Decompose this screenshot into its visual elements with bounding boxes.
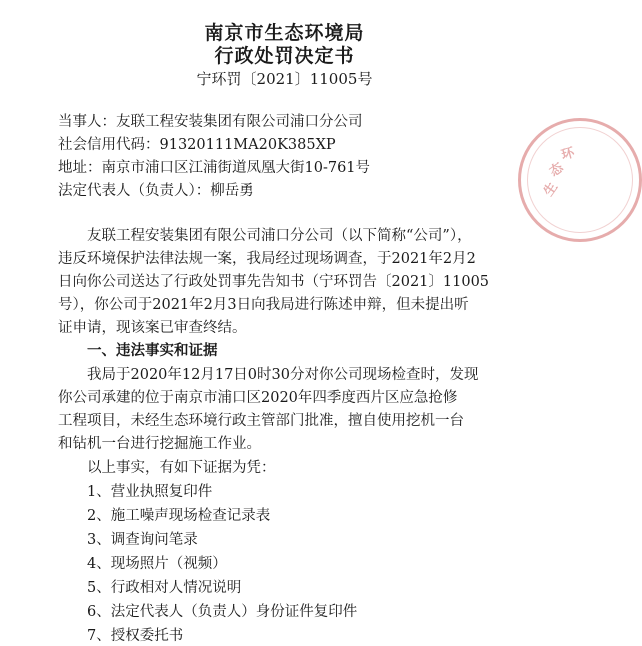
intro-line: 号），你公司于2021年2月3日向我局进行陈述申辩，但未提出听 <box>58 297 469 313</box>
intro-line: 友联工程安装集团有限公司浦口分公司（以下简称“公司”）， <box>87 228 472 244</box>
fact-line: 工程项目，未经生态环境行政主管部门批准，擅自使用挖机一台 <box>58 413 464 429</box>
evidence-item: 2、施工噪声现场检查记录表 <box>87 508 271 524</box>
evidence-item: 5、行政相对人情况说明 <box>87 580 242 596</box>
evidence-item: 1、营业执照复印件 <box>87 484 213 500</box>
address-line: 地址：南京市浦口区江浦街道凤凰大街10-761号 <box>58 160 371 176</box>
fact-line: 和钻机一台进行挖掘施工作业。 <box>58 436 261 452</box>
fact-line: 我局于2020年12月17日0时30分对你公司现场检查时，发现 <box>87 367 479 383</box>
credit-code-line: 社会信用代码：91320111MA20K385XP <box>58 137 336 153</box>
doc-type-title: 行政处罚决定书 <box>214 45 355 67</box>
party-name-line: 当事人：友联工程安装集团有限公司浦口分公司 <box>58 114 363 130</box>
official-seal <box>518 118 642 242</box>
seal-char: 生 <box>541 180 562 200</box>
doc-number: 宁环罚〔2021〕11005号 <box>196 70 373 88</box>
org-title: 南京市生态环境局 <box>204 22 365 44</box>
seal-char: 环 <box>559 145 577 164</box>
fact-line: 你公司承建的位于南京市浦口区2020年四季度西片区应急抢修 <box>58 390 458 406</box>
evidence-item: 7、授权委托书 <box>87 628 184 644</box>
evidence-intro: 以上事实，有如下证据为凭： <box>87 460 276 476</box>
intro-line: 违反环境保护法律法规一案，我局经过现场调查，于2021年2月2 <box>58 251 476 267</box>
seal-char: 态 <box>547 160 567 181</box>
evidence-item: 3、调查询问笔录 <box>87 532 198 548</box>
legal-rep-line: 法定代表人（负责人）：柳岳勇 <box>58 183 254 199</box>
evidence-item: 4、现场照片（视频） <box>87 556 227 572</box>
evidence-item: 6、法定代表人（负责人）身份证件复印件 <box>87 604 358 620</box>
intro-line: 日向你公司送达了行政处罚事先告知书（宁环罚告〔2021〕11005 <box>58 274 490 290</box>
section-heading: 一、违法事实和证据 <box>87 342 218 359</box>
intro-line: 证申请，现该案已审查终结。 <box>58 320 247 336</box>
